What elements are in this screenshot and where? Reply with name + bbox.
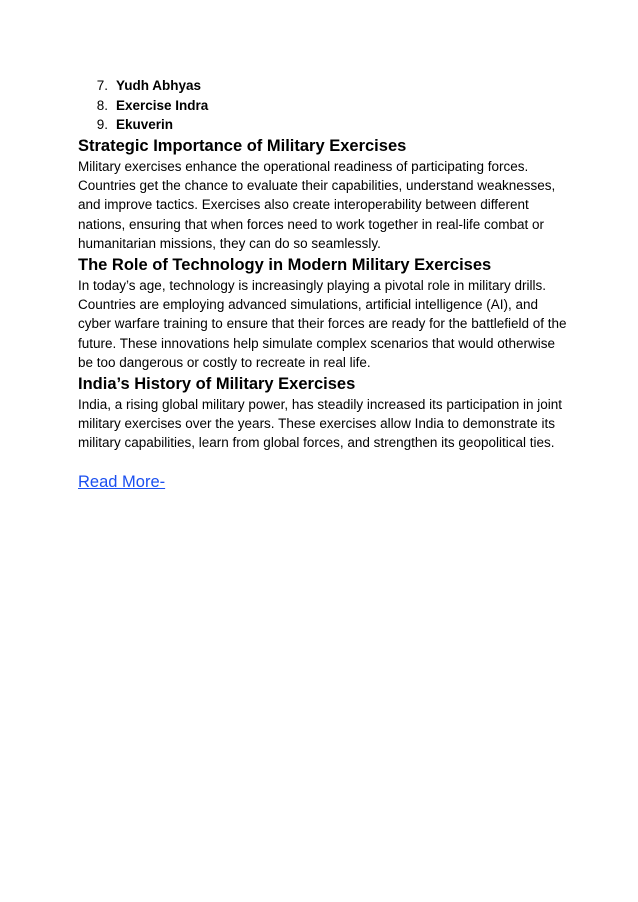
list-item <box>78 96 568 116</box>
section-body-strategic-importance: Military exercises enhance the operational readiness of participating forces. Countries get the chance to evaluate their capabilities, understand weaknesses, and improve tactics. Exercises also create interoperability between different nations, ensuring that when forces need to work together in real-life combat or humanitarian missions, they can do so seamlessly. <box>78 158 556 252</box>
list-item-number: 8. <box>96 97 108 113</box>
list-item <box>78 76 568 96</box>
list-item-name: Exercise Indra <box>116 97 209 113</box>
section-heading-india-history: India’s History of Military Exercises <box>78 374 356 393</box>
read-more-link[interactable]: Read More- <box>78 472 166 491</box>
section-body-role-of-technology: In today’s age, technology is increasingly playing a pivotal role in military drills. Countries are employing advanced simulations, artificial intelligence (AI), and cyber warfare training to ensure that their forces are ready for the battlefield of the future. These innovations help simulate complex scenarios that would otherwise be too dangerous or costly to recreate in real life. <box>78 277 567 371</box>
list-item-name: Yudh Abhyas <box>116 78 202 93</box>
list-item-number: 9. <box>96 117 108 132</box>
section-body-india-history: India, a rising global military power, has steadily increased its participation in joint military exercises over the years. These exercises allow India to demonstrate its military capabilities, learn from global forces, and strengthen its geopolitical ties. <box>78 396 562 451</box>
section-heading-role-of-technology: The Role of Technology in Modern Military Exercises <box>78 255 492 274</box>
exercise-list <box>78 76 568 135</box>
list-item-name: Ekuverin <box>116 117 174 132</box>
section-heading-strategic-importance: Strategic Importance of Military Exercises <box>78 136 407 155</box>
document-page <box>78 76 568 493</box>
list-item-number: 7. <box>96 78 108 93</box>
list-item <box>78 115 568 135</box>
